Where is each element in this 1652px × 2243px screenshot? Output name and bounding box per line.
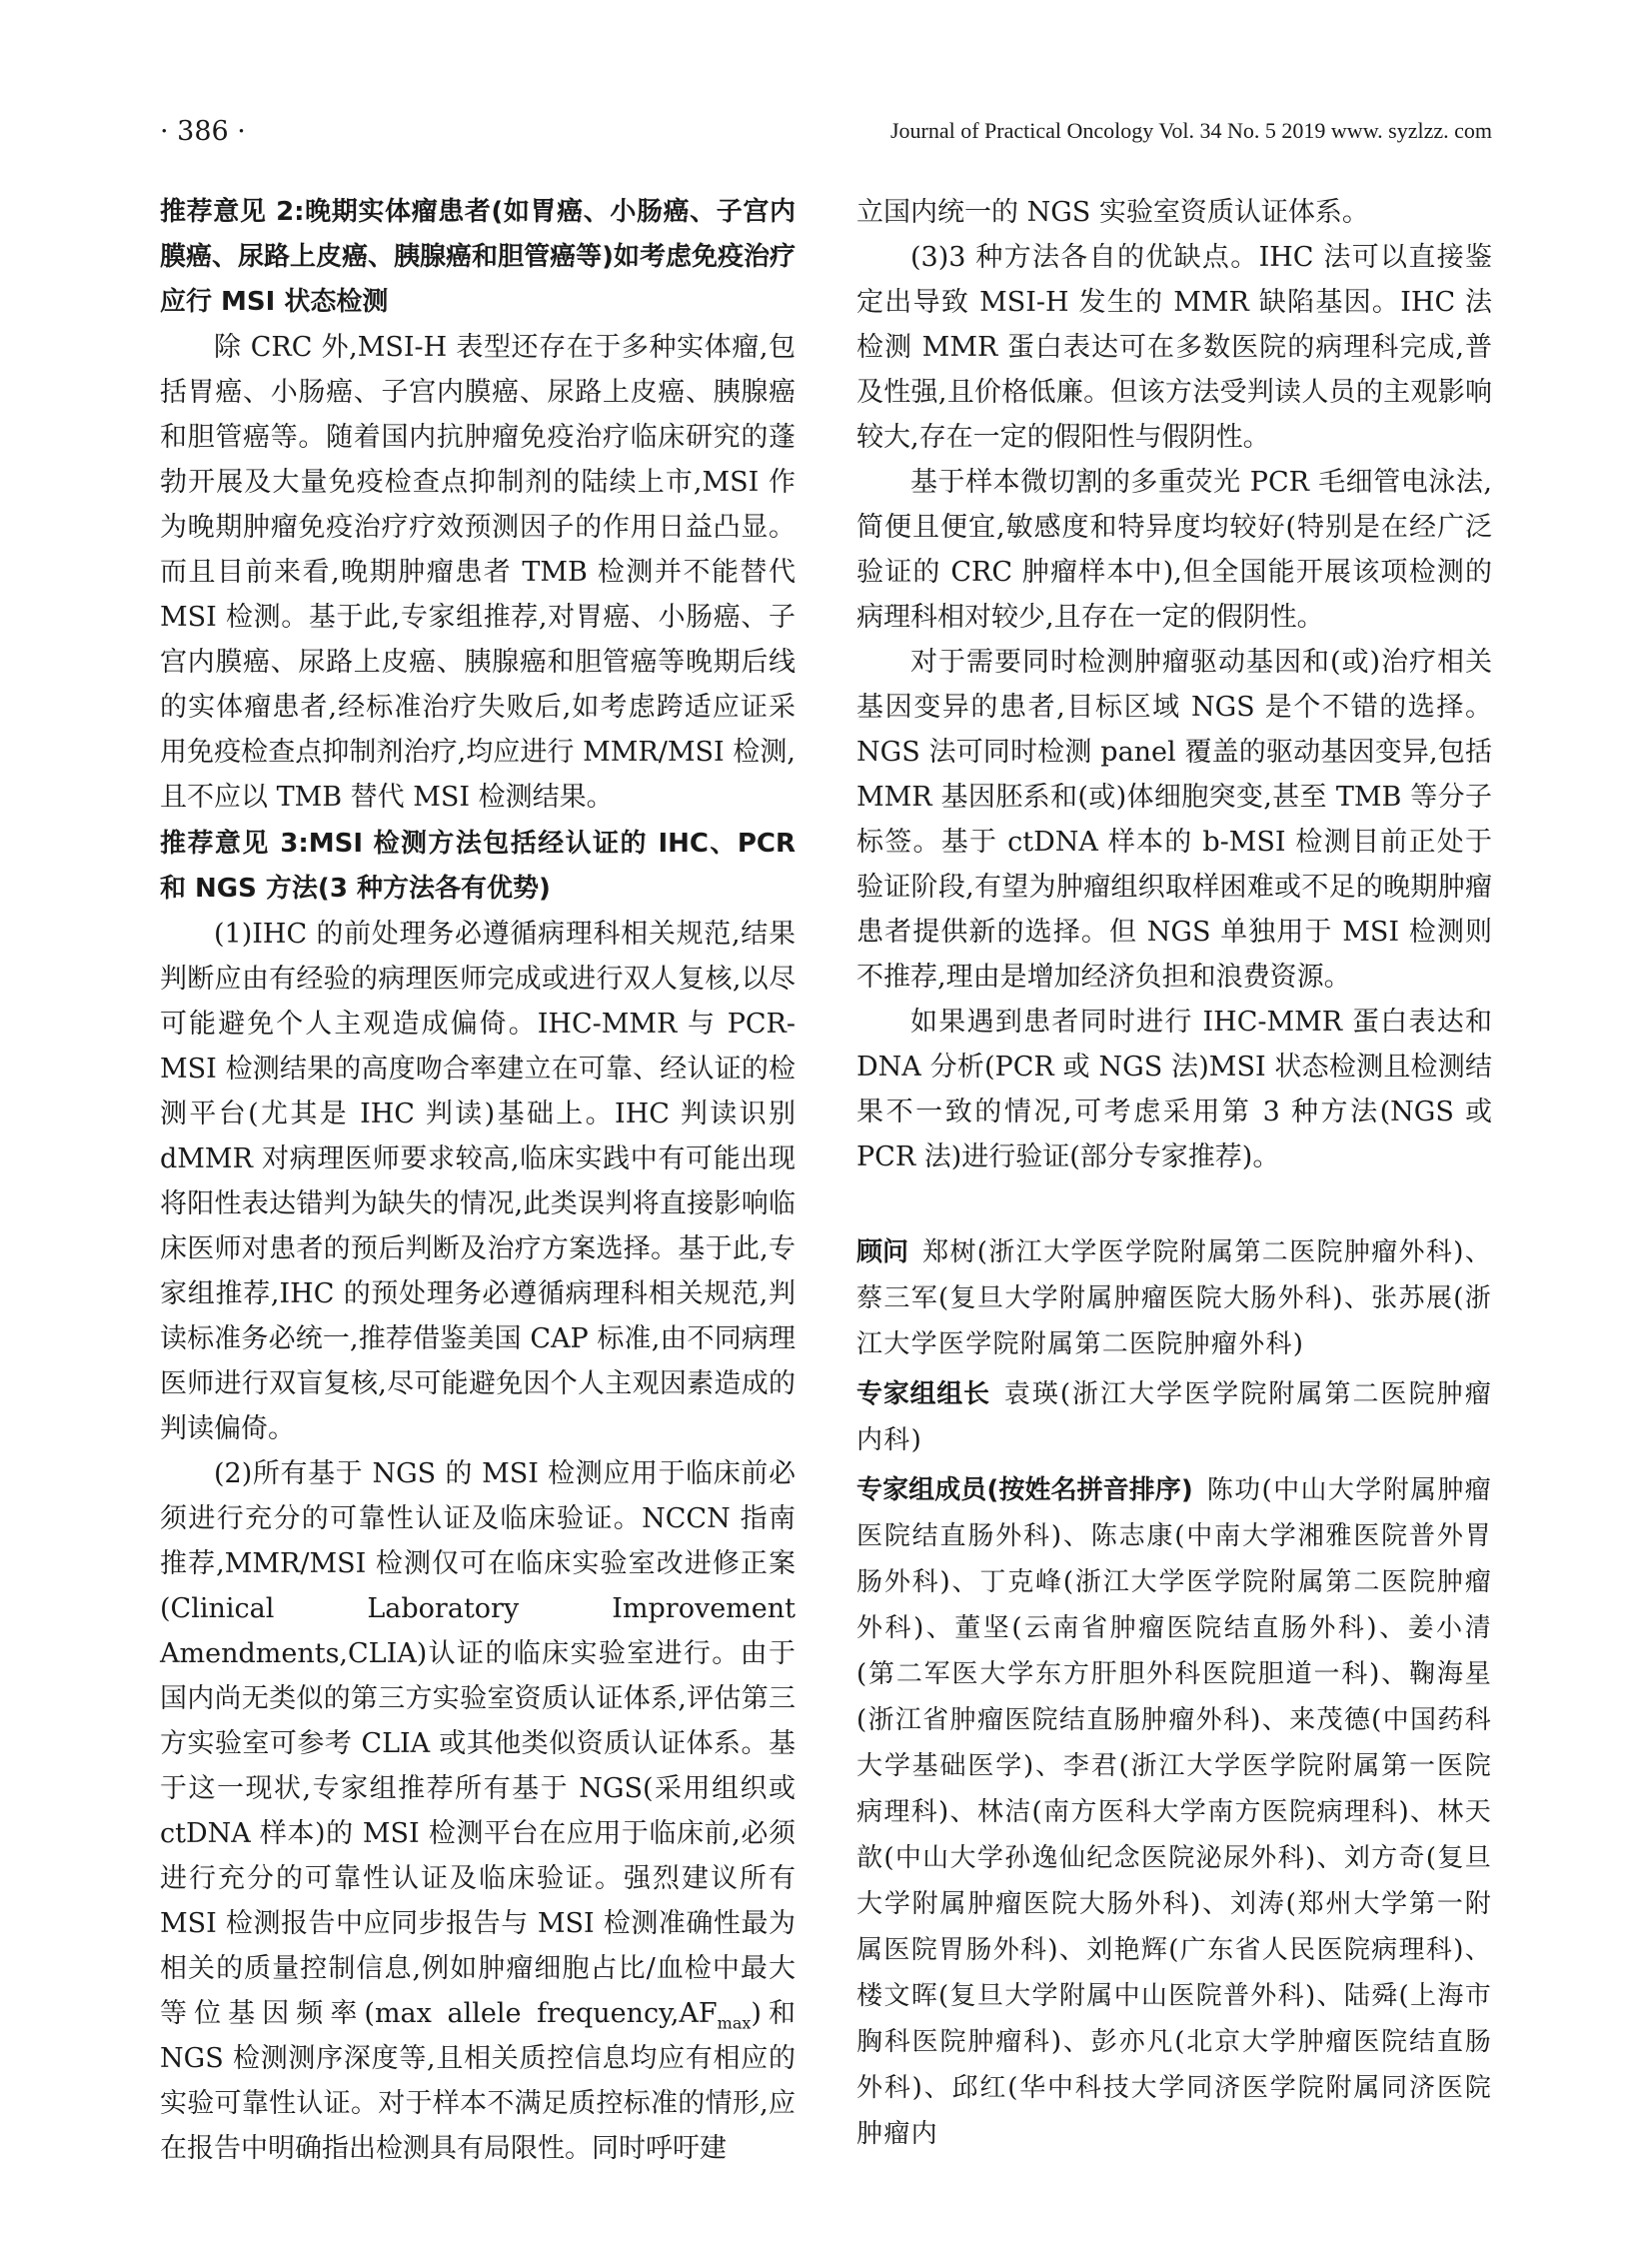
subscript: max bbox=[717, 2013, 752, 2033]
paragraph: 如果遇到患者同时进行 IHC-MMR 蛋白表达和 DNA 分析(PCR 或 NGS 法)MSI 状态检测且检测结果不一致的情况,可考虑采用第 3 种方法(NGS 或 PCR 法)进行验证(部分专家推荐)。 bbox=[856, 1007, 1492, 1172]
leader-section bbox=[856, 1371, 1492, 1463]
left-column bbox=[160, 190, 796, 2171]
paragraph: 立国内统一的 NGS 实验室资质认证体系。 bbox=[856, 197, 1369, 228]
paragraph: (1)IHC 的前处理务必遵循病理科相关规范,结果判断应由有经验的病理医师完成或进行双人复核,以尽可能避免个人主观造成偏倚。IHC-MMR 与 PCR-MSI 检测结果的高度吻合率建立在可靠、经认证的检测平台(尤其是 IHC 判读)基础上。IHC 判读识别 dMMR 对病理医师要求较高,临床实践中有可能出现将阳性表达错判为缺失的情况,此类误判将直接影响临床医师对患者的预后判断及治疗方案选择。基于此,专家组推荐,IHC 的预处理务必遵循病理科相关规范,判读标准务必统一,推荐借鉴美国 CAP 标准,由不同病理医师进行双盲复核,尽可能避免因个人主观因素造成的判读偏倚。 bbox=[160, 919, 796, 1444]
members-section bbox=[856, 1467, 1492, 2157]
advisors-label: 顾问 bbox=[856, 1237, 909, 1267]
paragraph-text: (2)所有基于 NGS 的 MSI 检测应用于临床前必须进行充分的可靠性认证及临床验证。NCCN 指南推荐,MMR/MSI 检测仅可在临床实验室改进修正案(Clinical Laboratory Improvement Amendments,CLIA)认证的临床实验室进行。由于国内尚无类似的第三方实验室资质认证体系,评估第三方实验室可参考 CLIA 或其他类似资质认证体系。基于这一现状,专家组推荐所有基于 NGS(采用组织或 ctDNA 样本)的 MSI 检测平台在应用于临床前,必须进行充分的可靠性认证及临床验证。强烈建议所有 MSI 检测报告中应同步报告与 MSI 检测准确性最为相关的质量控制信息,例如肿瘤细胞占比/血检中最大等位基因频率(max allele frequency,AF bbox=[160, 1458, 796, 2029]
paragraph-text: )和 NGS 检测测序深度等,且相关质控信息均应有相应的实验可靠性认证。对于样本不满足质控标准的情形,应在报告中明确指出检测具有局限性。同时呼吁建 bbox=[160, 1998, 796, 2164]
advisors-section bbox=[856, 1229, 1492, 1367]
leader-name: 袁瑛(浙江大学医学院附属第二医院肿瘤内科) bbox=[856, 1379, 1492, 1455]
advisors-list: 郑树(浙江大学医学院附属第二医院肿瘤外科)、蔡三军(复旦大学附属肿瘤医院大肠外科)、张苏展(浙江大学医学院附属第二医院肿瘤外科) bbox=[856, 1237, 1492, 1359]
paragraph: 对于需要同时检测肿瘤驱动基因和(或)治疗相关基因变异的患者,目标区域 NGS 是个不错的选择。NGS 法可同时检测 panel 覆盖的驱动基因变异,包括 MMR 基因胚系和(或)体细胞突变,甚至 TMB 等分子标签。基于 ctDNA 样本的 b-MSI 检测目前正处于验证阶段,有望为肿瘤组织取样困难或不足的晚期肿瘤患者提供新的选择。但 NGS 单独用于 MSI 检测则不推荐,理由是增加经济负担和浪费资源。 bbox=[856, 647, 1492, 993]
right-column bbox=[856, 190, 1492, 2157]
recommendation-3-heading: 推荐意见 3:MSI 检测方法包括经认证的 IHC、PCR 和 NGS 方法(3 种方法各有优势) bbox=[160, 829, 796, 904]
paragraph: (3)3 种方法各自的优缺点。IHC 法可以直接鉴定出导致 MSI-H 发生的 MMR 缺陷基因。IHC 法检测 MMR 蛋白表达可在多数医院的病理科完成,普及性强,且价格低廉。但该方法受判读人员的主观影响较大,存在一定的假阳性与假阴性。 bbox=[856, 242, 1492, 453]
section-gap bbox=[856, 1179, 1492, 1229]
journal-citation: Journal of Practical Oncology Vol. 34 No. 5 2019 www. syzlzz. com bbox=[889, 118, 1492, 143]
running-head bbox=[160, 116, 1492, 156]
paragraph: 基于样本微切割的多重荧光 PCR 毛细管电泳法,简便且便宜,敏感度和特异度均较好(特别是在经广泛验证的 CRC 肿瘤样本中),但全国能开展该项检测的病理科相对较少,且存在一定的假阴性。 bbox=[856, 467, 1492, 633]
leader-label: 专家组组长 bbox=[856, 1379, 990, 1409]
paragraph bbox=[160, 1451, 796, 2171]
page-number: · 386 · bbox=[160, 116, 246, 147]
paragraph: 除 CRC 外,MSI-H 表型还存在于多种实体瘤,包括胃癌、小肠癌、子宫内膜癌、尿路上皮癌、胰腺癌和胆管癌等。随着国内抗肿瘤免疫治疗临床研究的蓬勃开展及大量免疫检查点抑制剂的陆续上市,MSI 作为晚期肿瘤免疫治疗疗效预测因子的作用日益凸显。而且目前来看,晚期肿瘤患者 TMB 检测并不能替代 MSI 检测。基于此,专家组推荐,对胃癌、小肠癌、子宫内膜癌、尿路上皮癌、胰腺癌和胆管癌等晚期后线的实体瘤患者,经标准治疗失败后,如考虑跨适应证采用免疫检查点抑制剂治疗,均应进行 MMR/MSI 检测,且不应以 TMB 替代 MSI 检测结果。 bbox=[160, 332, 796, 813]
recommendation-2-heading: 推荐意见 2:晚期实体瘤患者(如胃癌、小肠癌、子宫内膜癌、尿路上皮癌、胰腺癌和胆管癌等)如考虑免疫治疗应行 MSI 状态检测 bbox=[160, 197, 796, 317]
members-label: 专家组成员(按姓名拼音排序) bbox=[856, 1475, 1193, 1505]
members-list: 陈功(中山大学附属肿瘤医院结直肠外科)、陈志康(中南大学湘雅医院普外胃肠外科)、丁克峰(浙江大学医学院附属第二医院肿瘤外科)、董坚(云南省肿瘤医院结直肠外科)、姜小清(第二军医大学东方肝胆外科医院胆道一科)、鞠海星(浙江省肿瘤医院结直肠肿瘤外科)、来茂德(中国药科大学基础医学)、李君(浙江大学医学院附属第一医院病理科)、林洁(南方医科大学南方医院病理科)、林天歆(中山大学孙逸仙纪念医院泌尿外科)、刘方奇(复旦大学附属肿瘤医院大肠外科)、刘涛(郑州大学第一附属医院胃肠外科)、刘艳辉(广东省人民医院病理科)、楼文晖(复旦大学附属中山医院普外科)、陆舜(上海市胸科医院肿瘤科)、彭亦凡(北京大学肿瘤医院结直肠外科)、邱红(华中科技大学同济医学院附属同济医院肿瘤内 bbox=[856, 1475, 1492, 2149]
